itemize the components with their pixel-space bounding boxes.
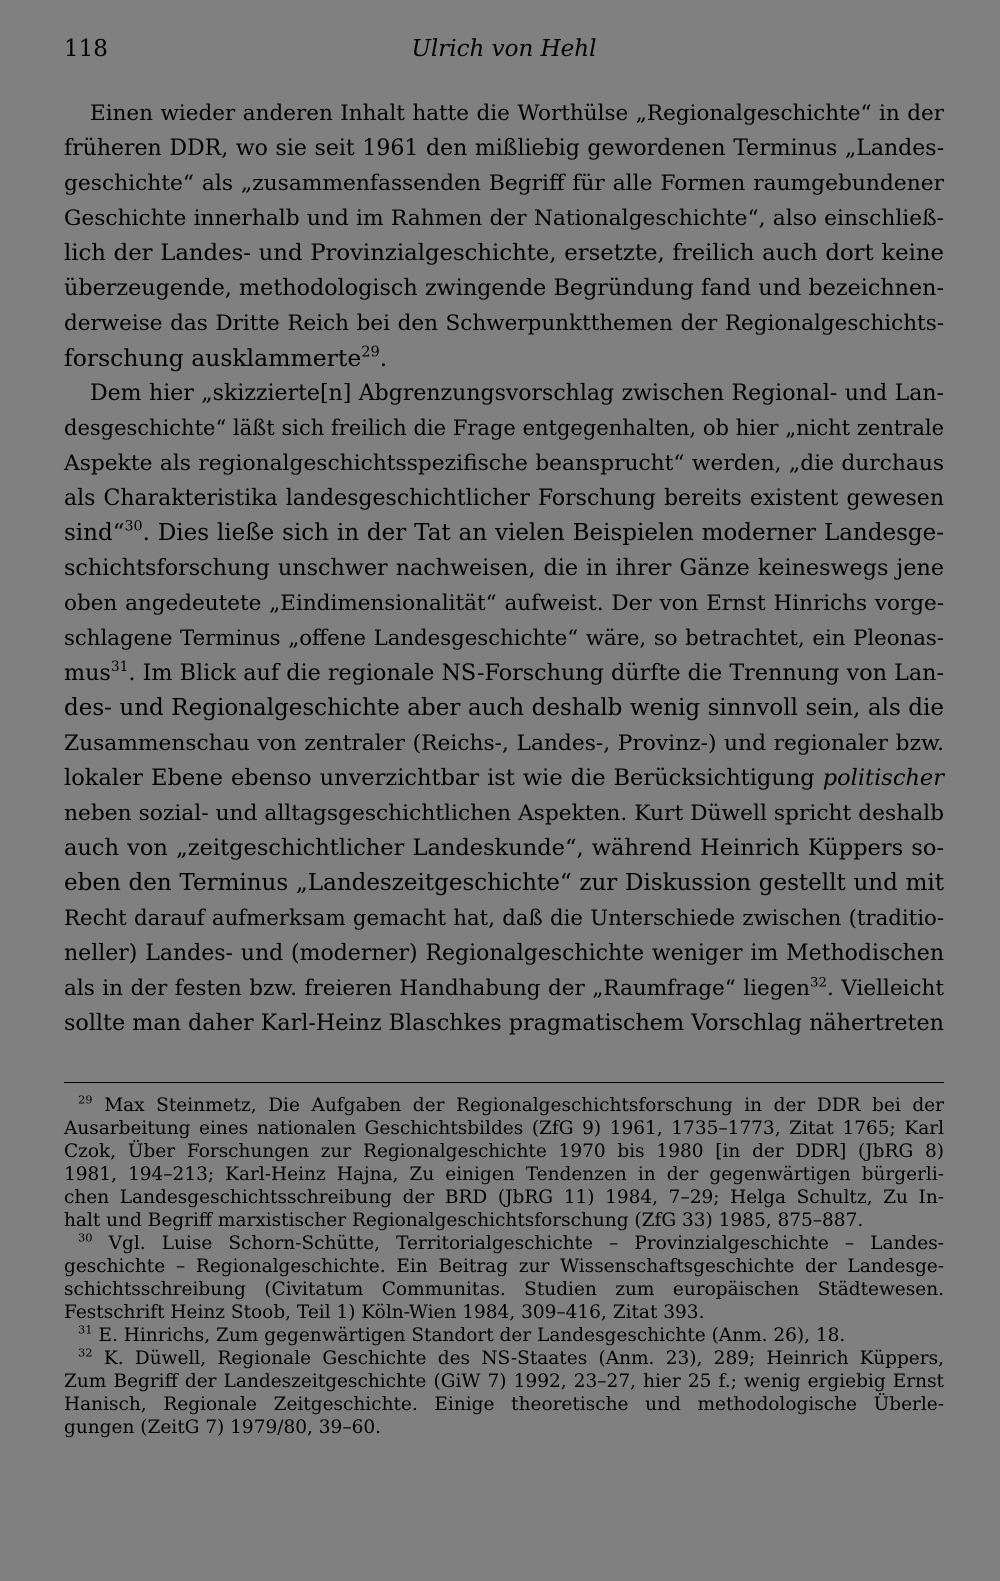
text-fragment: mus <box>64 660 111 686</box>
footnote-number: 30 <box>78 1230 93 1245</box>
text-fragment: . Vielleicht <box>827 976 944 1001</box>
footnote-number: 31 <box>78 1322 93 1337</box>
footnote-number: 32 <box>78 1345 93 1360</box>
footnote-line: Hanisch, Regionale Zeitgeschichte. Einige theoretische und methodologische Überle- <box>64 1394 944 1415</box>
text-line: Einen wieder anderen Inhalt hatte die Worthülse „Regionalgeschichte“ in der <box>90 101 944 126</box>
text-line: früheren DDR, wo sie seit 1961 den mißliebig gewordenen Terminus „Landes- <box>64 136 944 161</box>
footnote-line: Festschrift Heinz Stoob, Teil 1) Köln-Wien 1984, 309–416, Zitat 393. <box>64 1302 705 1323</box>
text-fragment: sind“ <box>64 520 125 546</box>
italic-word: politischer <box>822 765 945 791</box>
footnote-ref-32[interactable]: 32 <box>810 975 827 991</box>
text-line <box>64 971 944 1006</box>
footnote-line: Ausarbeitung eines nationalen Geschichtsbildes (ZfG 9) 1961, 1735–1773, Zitat 1765; Karl <box>64 1118 944 1139</box>
footnote-line: chen Landesgeschichtsschreibung der BRD (JbRG 11) 1984, 7–29; Helga Schultz, Zu In- <box>64 1187 944 1208</box>
main-text <box>64 96 944 1041</box>
footnote-separator <box>64 1082 944 1083</box>
text-line: auch von „zeitgeschichtlicher Landeskunde“, während Heinrich Küppers so- <box>64 835 944 861</box>
text-line: schichtsforschung unschwer nachweisen, die in ihrer Gänze keineswegs jene <box>64 555 944 581</box>
footnote-ref-31[interactable]: 31 <box>110 659 129 676</box>
footnote-line: Zum Begriff der Landeszeitgeschichte (GiW 7) 1992, 23–27, hier 25 f.; wenig ergiebig Ernst <box>64 1371 944 1392</box>
page-number: 118 <box>64 36 108 62</box>
footnote-line: geschichte – Regionalgeschichte. Ein Beitrag zur Wissenschaftsgeschichte der Landesge- <box>64 1256 944 1277</box>
text-line: des- und Regionalgeschichte aber auch deshalb wenig sinnvoll sein, als die <box>64 695 944 721</box>
text-fragment: lokaler Ebene ebenso unverzichtbar ist wie die Berücksichtigung <box>64 765 815 791</box>
footnote-text: Vgl. Luise Schorn-Schütte, Territorialgeschichte – Provinzialgeschichte – Landes- <box>108 1233 944 1254</box>
page-header <box>64 36 944 68</box>
text-line: derweise das Dritte Reich bei den Schwerpunktthemen der Regionalgeschichts- <box>64 311 944 336</box>
text-line: oben angedeutete „Eindimensionalität“ aufweist. Der von Ernst Hinrichs vorge- <box>64 591 944 616</box>
text-line: überzeugende, methodologisch zwingende Begründung fand und bezeichnen- <box>64 275 944 301</box>
footnote-ref-29[interactable]: 29 <box>361 343 380 361</box>
footnotes <box>64 1094 944 1439</box>
footnote-29 <box>64 1094 944 1117</box>
footnote-line: Czok, Über Forschungen zur Regionalgeschichte 1970 bis 1980 [in der DDR] (JbRG 8) <box>64 1141 944 1162</box>
footnote-text: Max Steinmetz, Die Aufgaben der Regionalgeschichtsforschung in der DDR bei der <box>104 1095 944 1116</box>
text-line: neller) Landes- und (moderner) Regionalgeschichte weniger im Methodischen <box>64 941 944 966</box>
running-head-author: Ulrich von Hehl <box>411 36 597 62</box>
footnote-text: K. Düwell, Regionale Geschichte des NS-Staates (Anm. 23), 289; Heinrich Küppers, <box>103 1348 944 1369</box>
text-fragment: . <box>379 344 388 372</box>
text-line: desgeschichte“ läßt sich freilich die Frage entgegenhalten, ob hier „nicht zentrale <box>64 416 944 440</box>
footnote-line: schichtsschreibung (Civitatum Communitas. Studien zum europäischen Städtewesen. <box>64 1279 944 1300</box>
text-line: eben den Terminus „Landeszeitgeschichte“ zur Diskussion gestellt und mit <box>64 870 944 896</box>
text-line: schlagene Terminus „offene Landesgeschichte“ wäre, so betrachtet, ein Pleonas- <box>64 626 944 651</box>
footnote-ref-30[interactable]: 30 <box>124 518 143 535</box>
footnote-30 <box>64 1232 944 1255</box>
text-line: sollte man daher Karl-Heinz Blaschkes pragmatischem Vorschlag nähertreten <box>64 1010 944 1036</box>
footnote-line: halt und Begriff marxistischer Regionalgeschichtsforschung (ZfG 33) 1985, 875–887. <box>64 1210 864 1231</box>
text-line: lich der Landes- und Provinzialgeschichte, ersetzte, freilich auch dort keine <box>64 240 944 266</box>
text-line <box>64 761 944 796</box>
footnote-text: E. Hinrichs, Zum gegenwärtigen Standort der Landesgeschichte (Anm. 26), 18. <box>98 1325 846 1346</box>
text-line: Zusammenschau von zentraler (Reichs-, Landes-, Provinz-) und regionaler bzw. <box>64 731 944 756</box>
text-line: Geschichte innerhalb und im Rahmen der Nationalgeschichte“, also einschließ- <box>64 206 944 231</box>
footnote-line: gungen (ZeitG 7) 1979/80, 39–60. <box>64 1417 381 1438</box>
text-line: Dem hier „skizzierte[n] Abgrenzungsvorschlag zwischen Regional- und Lan- <box>90 381 944 406</box>
text-line <box>64 656 944 691</box>
footnote-line: 1981, 194–213; Karl-Heinz Hajna, Zu einigen Tendenzen in der gegenwärtigen bürgerli- <box>64 1164 944 1185</box>
text-line: als Charakteristika landesgeschichtlicher Forschung bereits existent gewesen <box>64 486 944 511</box>
text-line: Aspekte als regionalgeschichtsspezifische beansprucht“ werden, „die durchaus <box>64 451 944 476</box>
text-fragment: . Dies ließe sich in der Tat an vielen Beispielen moderner Landesge- <box>142 520 944 546</box>
text-line: neben sozial- und alltagsgeschichtlichen Aspekten. Kurt Düwell spricht deshalb <box>64 801 944 826</box>
text-fragment: forschung ausklammerte <box>64 344 362 372</box>
text-line: Recht darauf aufmerksam gemacht hat, daß die Unterschiede zwischen (traditio- <box>64 906 944 931</box>
text-line <box>64 516 944 551</box>
footnote-32 <box>64 1347 944 1370</box>
footnote-31 <box>64 1324 944 1347</box>
text-line <box>64 341 944 376</box>
text-fragment: als in der festen bzw. freieren Handhabung der „Raumfrage“ liegen <box>64 976 811 1001</box>
footnote-number: 29 <box>78 1092 93 1107</box>
text-line: geschichte“ als „zusammenfassenden Begriff für alle Formen raumgebundener <box>64 171 944 196</box>
text-fragment: . Im Blick auf die regionale NS-Forschung dürfte die Trennung von Lan- <box>128 660 944 686</box>
